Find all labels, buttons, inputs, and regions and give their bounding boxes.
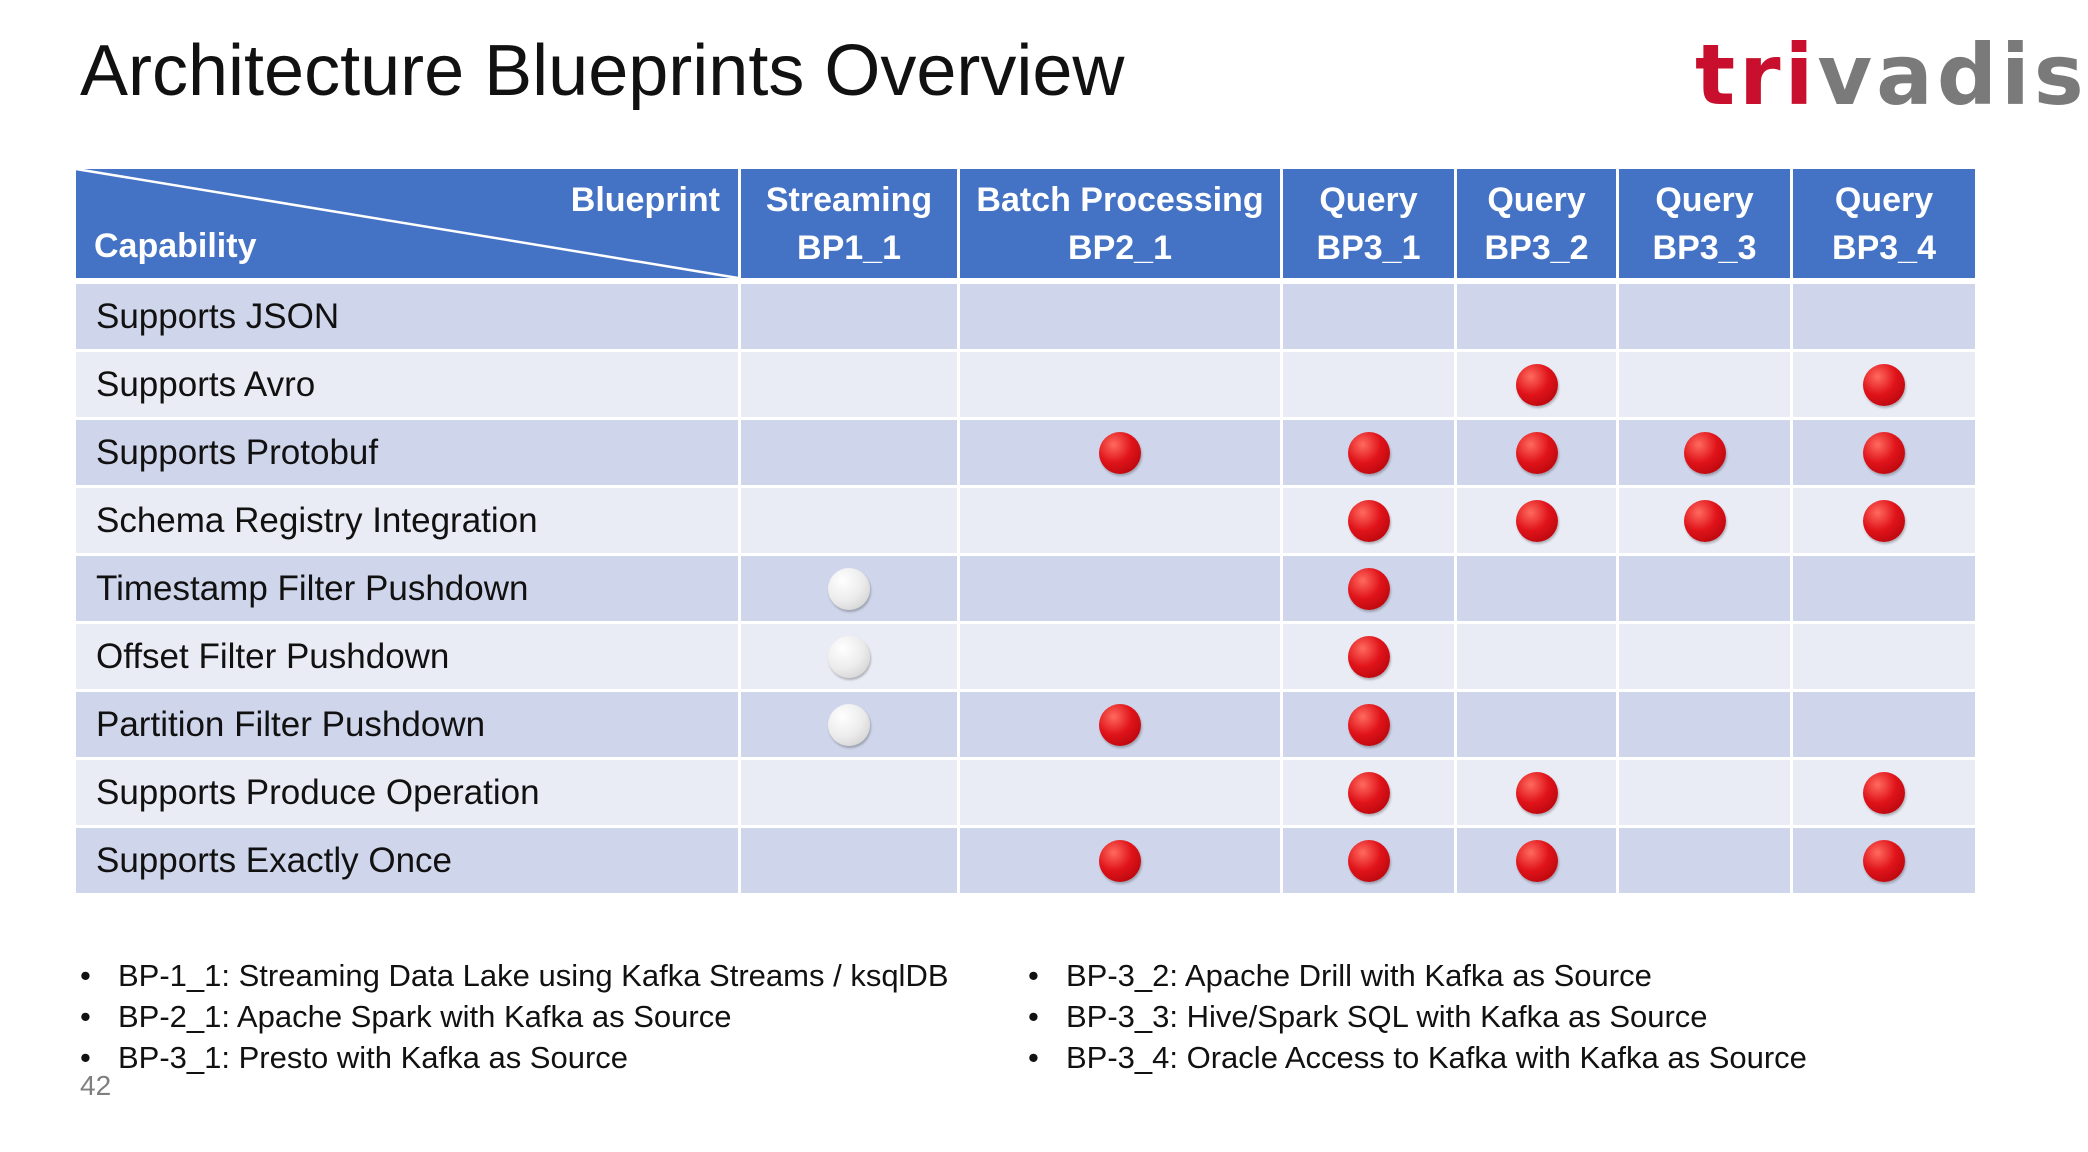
matrix-cell [1793,352,1978,420]
matrix-cell [1283,420,1457,488]
column-header [960,169,1283,284]
column-header [1283,169,1457,284]
matrix-cell [1283,488,1457,556]
column-header [741,169,960,284]
support-dot [1516,840,1558,882]
capability-label: Timestamp Filter Pushdown [76,556,741,624]
support-dot [1348,500,1390,542]
column-header-code: BP1_1 [797,228,901,267]
matrix-cell [741,420,960,488]
matrix-cell [1793,692,1978,760]
capability-label: Schema Registry Integration [76,488,741,556]
matrix-cell [1793,760,1978,828]
support-dot [1348,704,1390,746]
slide-title: Architecture Blueprints Overview [80,31,1125,111]
blueprint-capability-matrix [76,169,1978,906]
matrix-cell [1283,760,1457,828]
support-dot [1516,432,1558,474]
matrix-cell [741,488,960,556]
legend-item: • BP-3_4: Oracle Access to Kafka with Kafka as Source [1026,1037,1807,1078]
capability-label: Supports Protobuf [76,420,741,488]
matrix-cell [960,284,1283,352]
partial-support-dot [828,636,870,678]
matrix-cell [1619,760,1793,828]
support-dot [1684,500,1726,542]
legend-item: • BP-3_3: Hive/Spark SQL with Kafka as Source [1026,996,1807,1037]
matrix-cell [1619,556,1793,624]
support-dot [1099,840,1141,882]
matrix-cell [741,760,960,828]
support-dot [1863,364,1905,406]
matrix-cell [1619,420,1793,488]
support-dot [1516,364,1558,406]
support-dot [1516,500,1558,542]
corner-label-capability: Capability [94,227,257,265]
matrix-cell [960,352,1283,420]
support-dot [1516,772,1558,814]
column-header [1619,169,1793,284]
matrix-cell [960,692,1283,760]
matrix-cell [1283,352,1457,420]
support-dot [1863,840,1905,882]
column-header-code: BP3_3 [1652,228,1757,267]
matrix-cell [960,420,1283,488]
matrix-cell [1283,556,1457,624]
column-header-title: Streaming [765,180,933,219]
page-number: 42 [80,1070,112,1101]
legend-item: • BP-2_1: Apache Spark with Kafka as Source [78,996,949,1037]
support-dot [1348,772,1390,814]
column-header-code: BP2_1 [1068,228,1172,267]
column-header-title: Query [1655,180,1754,219]
matrix-cell [1283,692,1457,760]
matrix-cell [1619,488,1793,556]
matrix-cell [960,828,1283,896]
legend-item: • BP-1_1: Streaming Data Lake using Kafka Streams / ksqlDB [78,955,949,996]
matrix-cell [1793,488,1978,556]
support-dot [1099,704,1141,746]
matrix-cell [1793,828,1978,896]
matrix-cell [1457,556,1619,624]
capability-label: Supports Produce Operation [76,760,741,828]
column-header-title: Query [1319,180,1418,219]
column-header-title: Query [1834,180,1934,219]
matrix-cell [1457,624,1619,692]
matrix-cell [1619,352,1793,420]
legend-left-list [78,955,949,1078]
column-header-code: BP3_2 [1484,228,1589,267]
capability-label: Supports JSON [76,284,741,352]
capability-label: Supports Exactly Once [76,828,741,896]
matrix-cell [1619,828,1793,896]
partial-support-dot [828,568,870,610]
matrix-cell [1283,284,1457,352]
matrix-cell [1457,828,1619,896]
matrix-cell [1283,828,1457,896]
logo-gray-part: vadis [1817,26,2088,124]
matrix-cell [741,828,960,896]
matrix-cell [1457,420,1619,488]
matrix-cell [1283,624,1457,692]
matrix-cell [960,760,1283,828]
column-header-code: BP3_4 [1832,228,1936,267]
matrix-cell [741,556,960,624]
matrix-cell [1457,760,1619,828]
logo-red-part: tri [1695,26,1818,124]
matrix-cell [1457,284,1619,352]
legend-item: • BP-3_2: Apache Drill with Kafka as Source [1026,955,1807,996]
column-header-title: Batch Processing [976,180,1264,219]
matrix-cell [1793,624,1978,692]
capability-label: Partition Filter Pushdown [76,692,741,760]
matrix-cell [960,556,1283,624]
support-dot [1348,568,1390,610]
matrix-cell [741,284,960,352]
partial-support-dot [828,704,870,746]
column-header-title: Query [1487,180,1586,219]
corner-header-cell [76,169,741,284]
support-dot [1863,772,1905,814]
matrix-cell [1457,352,1619,420]
matrix-cell [741,624,960,692]
corner-label-blueprint: Blueprint [570,181,720,219]
trivadis-logo [1695,26,2088,124]
matrix-cell [1619,624,1793,692]
legend-right-list [1026,955,1807,1078]
matrix-cell [1457,692,1619,760]
support-dot [1863,500,1905,542]
matrix-cell [741,692,960,760]
support-dot [1348,840,1390,882]
matrix-cell [960,488,1283,556]
matrix-cell [1793,556,1978,624]
legend-item: • BP-3_1: Presto with Kafka as Source [78,1037,949,1078]
matrix-cell [1619,284,1793,352]
matrix-cell [1793,420,1978,488]
support-dot [1099,432,1141,474]
capability-label: Supports Avro [76,352,741,420]
matrix-cell [1457,488,1619,556]
matrix-cell [741,352,960,420]
matrix-cell [1619,692,1793,760]
support-dot [1348,432,1390,474]
column-header [1457,169,1619,284]
support-dot [1348,636,1390,678]
matrix-cell [1793,284,1978,352]
support-dot [1863,432,1905,474]
support-dot [1684,432,1726,474]
capability-label: Offset Filter Pushdown [76,624,741,692]
column-header-code: BP3_1 [1316,228,1421,267]
matrix-cell [960,624,1283,692]
column-header [1793,169,1978,284]
